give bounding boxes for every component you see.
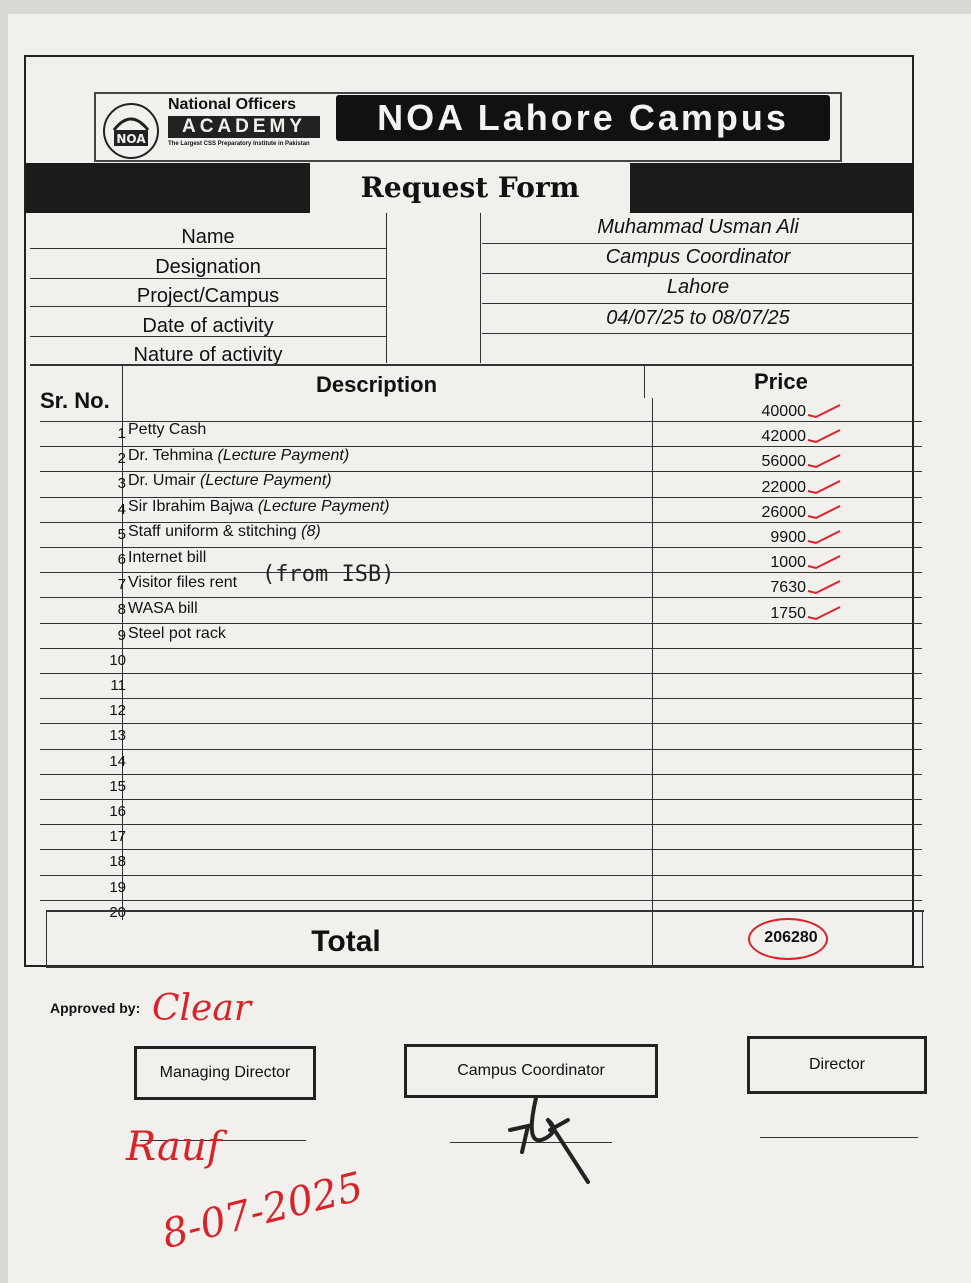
- header-price: Price: [754, 369, 808, 394]
- value-designation: Campus Coordinator: [605, 246, 791, 268]
- row-description-note: (Lecture Payment): [257, 497, 390, 515]
- row-sr-number: 13: [109, 727, 126, 745]
- row-line: [40, 698, 922, 699]
- md-sign-date: 8-07-2025: [157, 1163, 368, 1259]
- academy-emblem-icon: [100, 100, 162, 162]
- row-description: [128, 447, 349, 465]
- row-description-text: WASA bill: [128, 599, 198, 617]
- row-line: [40, 799, 922, 800]
- row-sr-number: 4: [117, 500, 126, 518]
- row-line: [40, 749, 922, 750]
- handwritten-note: (from ISB): [262, 562, 395, 587]
- row-sr-number: 16: [109, 803, 126, 820]
- label-name: Name: [181, 226, 235, 248]
- row-line: [40, 849, 922, 850]
- row-line: [40, 723, 922, 724]
- row-sr-number: 5: [117, 525, 126, 543]
- row-description: [128, 625, 226, 643]
- info-line: [482, 333, 914, 334]
- md-signature: Rauf: [126, 1124, 222, 1170]
- row-sr-number: 10: [109, 651, 126, 669]
- director-box: Director: [747, 1036, 927, 1094]
- price-column-divider: [652, 398, 653, 966]
- approved-by-label: Approved by:: [50, 1000, 141, 1016]
- check-mark-icon: [806, 453, 842, 469]
- coordinator-signature-icon: [488, 1090, 608, 1186]
- row-sr-number: 1: [117, 425, 126, 442]
- info-line: [482, 303, 914, 304]
- campus-title: NOA Lahore Campus: [336, 95, 830, 141]
- table-top-line: [30, 364, 914, 366]
- value-project: Lahore: [666, 276, 730, 298]
- row-description: [128, 472, 332, 490]
- row-description: [128, 549, 206, 567]
- managing-director-box: Managing Director: [134, 1046, 316, 1100]
- row-sr-number: 17: [109, 828, 126, 846]
- row-price: 9900: [770, 529, 806, 546]
- row-description-text: Sir Ibrahim Bajwa: [128, 497, 258, 515]
- label-date: Date of activity: [142, 315, 274, 337]
- row-price: 56000: [761, 453, 806, 471]
- row-price: 42000: [761, 428, 806, 446]
- director-sign-line: [760, 1137, 918, 1138]
- total-right-line: [922, 910, 923, 966]
- value-name: Muhammad Usman Ali: [597, 216, 799, 238]
- info-divider-right: [480, 213, 481, 363]
- campus-coordinator-box: Campus Coordinator: [404, 1044, 658, 1098]
- row-sr-number: 3: [117, 475, 126, 493]
- check-mark-icon: [806, 479, 842, 495]
- row-description-note: (Lecture Payment): [200, 472, 332, 490]
- row-line: [40, 623, 922, 624]
- row-line: [40, 648, 922, 649]
- org-tagline: The Largest CSS Preparatory Institute in Pakistan: [168, 141, 310, 147]
- row-price: 26000: [761, 503, 806, 521]
- form-title: Request Form: [310, 163, 630, 213]
- price-column-divider-head: [644, 364, 645, 398]
- row-description-text: Staff uniform & stitching: [128, 523, 302, 541]
- logo-initials: NOA: [116, 132, 146, 146]
- row-description-text: Petty Cash: [128, 421, 207, 439]
- row-line: [40, 597, 922, 598]
- row-line: [40, 774, 922, 775]
- row-price: 1000: [770, 554, 806, 572]
- row-description-text: Visitor files rent: [128, 574, 238, 592]
- header-sr: Sr. No.: [40, 388, 110, 413]
- total-label: Total: [311, 925, 381, 958]
- row-description: [128, 574, 237, 592]
- row-price: 1750: [770, 604, 806, 622]
- title-bar: [26, 163, 914, 213]
- row-description-text: Dr. Tehmina: [128, 446, 218, 464]
- row-description: [128, 421, 206, 439]
- row-sr-number: 9: [117, 626, 126, 644]
- row-sr-number: 14: [109, 752, 126, 770]
- org-name: National Officers: [168, 96, 297, 113]
- row-sr-number: 19: [109, 878, 126, 896]
- row-description: [128, 498, 389, 516]
- row-line: [40, 572, 922, 573]
- info-line: [482, 243, 914, 244]
- check-mark-icon: [806, 428, 842, 444]
- row-description: [128, 523, 321, 541]
- row-sr-number: 12: [109, 702, 126, 720]
- row-sr-number: 8: [117, 601, 126, 619]
- total-bottom-line: [46, 966, 924, 968]
- row-sr-number: 11: [110, 677, 126, 694]
- row-sr-number: 6: [117, 551, 126, 568]
- total-top-line: [46, 910, 924, 912]
- check-mark-icon: [806, 579, 842, 595]
- row-price: 7630: [770, 579, 806, 597]
- value-date: 04/07/25 to 08/07/25: [606, 307, 790, 329]
- check-mark-icon: [806, 529, 842, 545]
- check-mark-icon: [806, 504, 842, 520]
- row-sr-number: 15: [109, 777, 126, 795]
- row-description-note: (Lecture Payment): [217, 446, 350, 464]
- row-sr-number: 18: [109, 853, 126, 871]
- row-line: [40, 673, 922, 674]
- row-sr-number: 7: [117, 576, 126, 594]
- total-value: 206280: [764, 929, 818, 946]
- row-description: [128, 600, 198, 618]
- header-description: Description: [316, 372, 438, 397]
- row-line: [40, 875, 922, 876]
- row-description-text: Steel pot rack: [128, 625, 226, 643]
- check-mark-icon: [806, 605, 842, 621]
- info-line: [482, 273, 914, 274]
- row-sr-number: 20: [109, 903, 126, 921]
- approval-signature: Clear: [152, 988, 252, 1029]
- row-description-note: (8): [301, 523, 321, 541]
- check-mark-icon: [806, 403, 842, 419]
- row-description-text: Internet bill: [128, 548, 207, 566]
- row-sr-number: 2: [117, 450, 126, 468]
- info-divider-left: [386, 213, 387, 363]
- label-nature: Nature of activity: [133, 344, 283, 366]
- row-price: 40000: [761, 403, 806, 420]
- org-academy: ACADEMY: [168, 116, 320, 138]
- row-line: [40, 900, 922, 901]
- label-project: Project/Campus: [136, 285, 280, 307]
- row-price: 22000: [761, 478, 806, 496]
- row-line: [40, 824, 922, 825]
- check-mark-icon: [806, 554, 842, 570]
- row-description-text: Dr. Umair: [128, 472, 200, 490]
- label-designation: Designation: [155, 256, 261, 278]
